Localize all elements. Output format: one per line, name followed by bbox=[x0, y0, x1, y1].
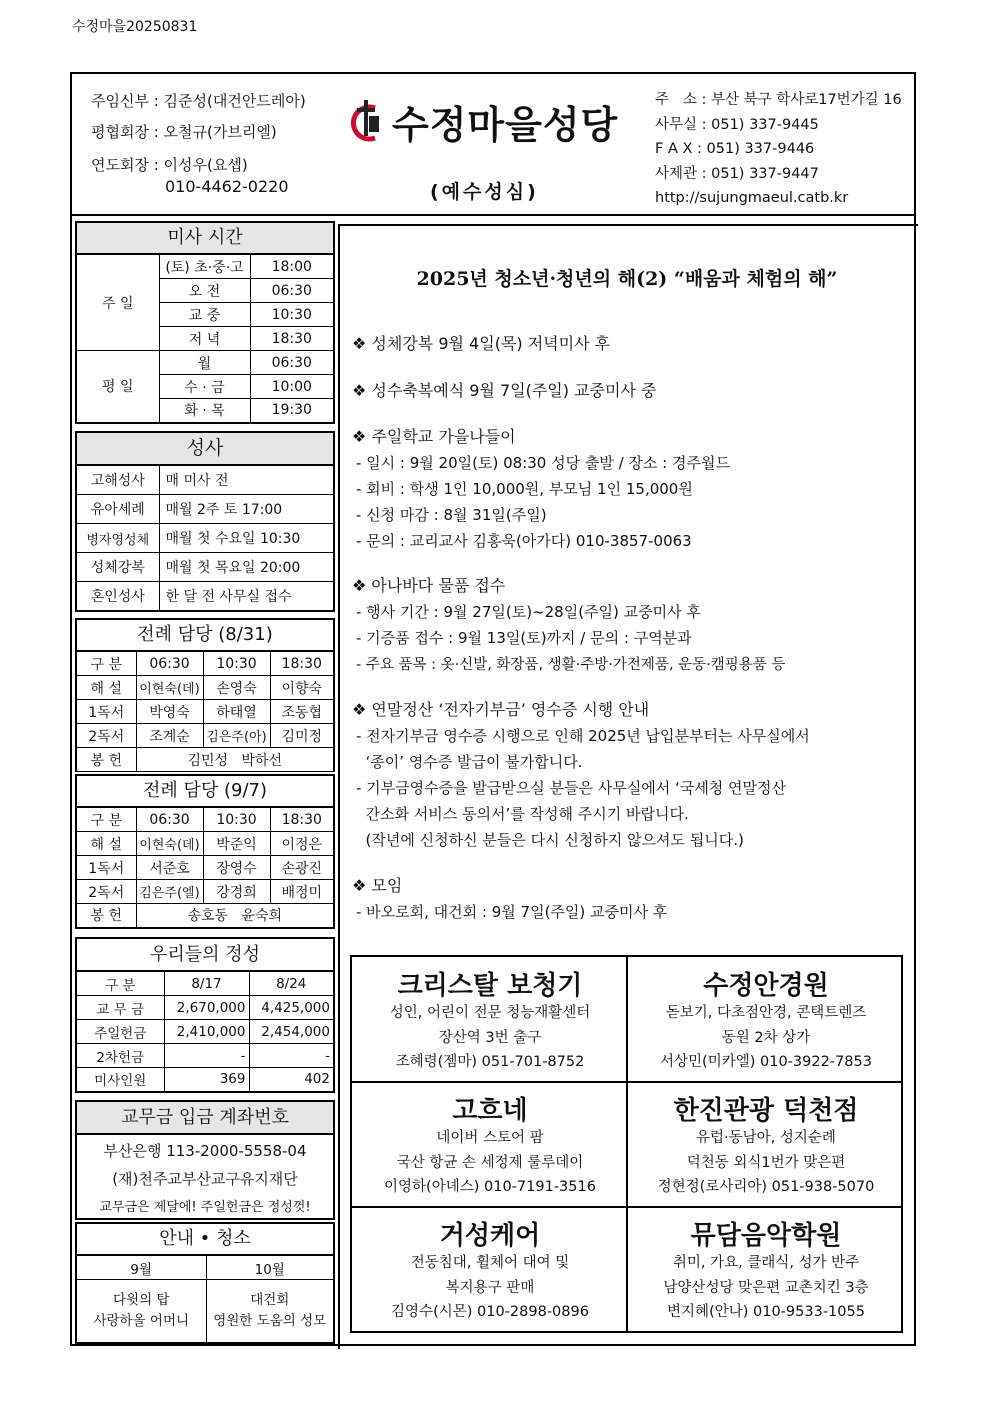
col-head: 06:30 bbox=[136, 652, 203, 676]
account-holder: (재)천주교부산교구유지재단 bbox=[112, 1170, 298, 1188]
youth-phone: 010-4462-0220 bbox=[165, 177, 289, 196]
offering-value: 4,425,000 bbox=[249, 996, 334, 1020]
col-head: 구 분 bbox=[76, 808, 136, 832]
detail-line: - 일시 : 9월 20일(토) 08:30 성당 출발 / 장소 : 경주월드 bbox=[356, 454, 730, 472]
sacrament-name: 유아세례 bbox=[76, 495, 159, 524]
detail-line: - 주요 품목 : 옷·신발, 화장품, 생활·주방·가전제품, 운동·캠핑용품 등 bbox=[356, 657, 786, 673]
account-title: 교무금 입금 계좌번호 bbox=[75, 1100, 335, 1135]
mass-name: 저 녁 bbox=[159, 327, 250, 351]
person: 손영숙 bbox=[203, 676, 270, 700]
ad-line: 네이버 스토어 팜 bbox=[436, 1130, 544, 1146]
group-name: 대건회 bbox=[250, 1291, 290, 1308]
ad-travel bbox=[628, 1082, 904, 1207]
address: 주 소 : 부산 북구 학사로17번가길 16 bbox=[655, 92, 902, 108]
ad-line: 복지용구 판매 bbox=[445, 1279, 535, 1296]
detail-line: - 회비 : 학생 1인 10,000원, 부모님 1인 15,000원 bbox=[356, 480, 693, 498]
col-head: 10:30 bbox=[203, 652, 270, 676]
detail-line: 간소화 서비스 동의서’를 작성해 주시기 바랍니다. bbox=[356, 805, 689, 823]
ad-line: 변지혜(안나) 010-9533-1055 bbox=[667, 1304, 865, 1320]
person: 손광진 bbox=[270, 856, 334, 880]
ad-line: 이영하(아녜스) 010-7191-3516 bbox=[384, 1179, 596, 1195]
offertory: 송호동 윤숙희 bbox=[136, 904, 334, 928]
col-head: 10:30 bbox=[203, 808, 270, 832]
section-holy-water: ❖ 성수축복예식 9월 7일(주일) 교중미사 중 bbox=[352, 381, 657, 400]
role: 해 설 bbox=[76, 832, 136, 856]
role: 2독서 bbox=[76, 880, 136, 904]
offering-value: - bbox=[164, 1044, 249, 1068]
ad-hearing-aid bbox=[352, 957, 628, 1082]
ad-optician bbox=[628, 957, 904, 1082]
role: 1독서 bbox=[76, 856, 136, 880]
ad-line: 취미, 가요, 클래식, 성가 반주 bbox=[672, 1255, 860, 1271]
cleaning-group-1 bbox=[76, 1280, 206, 1343]
header-contact bbox=[655, 88, 902, 211]
section-meeting: ❖ 모임 bbox=[352, 876, 403, 895]
person: 이현숙(데) bbox=[136, 676, 203, 700]
detail-line: - 기부금영수증을 발급받으실 분들은 사무실에서 ‘국세청 연말정산 bbox=[356, 779, 787, 797]
liturgy-table-1 bbox=[75, 651, 335, 772]
office-phone: 사무실 : 051) 337-9445 bbox=[655, 116, 819, 133]
account-note: 교무금은 제달에! 주일헌금은 정성껏! bbox=[99, 1200, 311, 1215]
person: 박영숙 bbox=[136, 700, 203, 724]
person: 이현숙(데) bbox=[136, 832, 203, 856]
detail-line: - 문의 : 교리교사 김홍욱(아가다) 010-3857-0063 bbox=[356, 532, 692, 550]
announcement-title: 2025년 청소년·청년의 해(2) “배움과 체험의 해” bbox=[416, 268, 838, 290]
person: 이정은 bbox=[270, 832, 334, 856]
sacrament-time: 매월 첫 수요일 10:30 bbox=[159, 524, 334, 553]
sacrament-time: 한 달 전 사무실 접수 bbox=[159, 582, 334, 611]
section-tax-receipt: ❖ 연말정산 ‘전자기부금’ 영수증 시행 안내 bbox=[352, 700, 650, 719]
mass-name: 월 bbox=[159, 351, 250, 375]
header-divider bbox=[70, 214, 916, 216]
rectory-phone: 사제관 : 051) 337-9447 bbox=[655, 165, 819, 182]
mass-name: 수 · 금 bbox=[159, 375, 250, 399]
offering-value: 402 bbox=[249, 1068, 334, 1092]
detail-line: - 바오로회, 대건회 : 9월 7일(주일) 교중미사 후 bbox=[356, 903, 668, 921]
detail-line: - 행사 기간 : 9월 27일(토)~28일(주일) 교중미사 후 bbox=[356, 603, 701, 621]
detail-line: ‘종이’ 영수증 발급이 불가합니다. bbox=[356, 753, 583, 771]
mass-times-title: 미사 시간 bbox=[75, 221, 335, 255]
sacrament-time: 매월 2주 토 17:00 bbox=[159, 495, 334, 524]
offering-type: 주일헌금 bbox=[76, 1020, 164, 1044]
person: 강경희 bbox=[203, 880, 270, 904]
mass-times-table bbox=[75, 254, 335, 424]
mass-time: 18:00 bbox=[250, 255, 334, 279]
ad-line: 유럽·동남아, 성지순례 bbox=[696, 1130, 836, 1146]
ad-line: 서상민(미카엘) 010-3922-7853 bbox=[660, 1054, 872, 1070]
sacrament-time: 매 미사 전 bbox=[159, 466, 334, 495]
role: 해 설 bbox=[76, 676, 136, 700]
detail-line: - 전자기부금 영수증 시행으로 인해 2025년 납입분부터는 사무실에서 bbox=[356, 727, 810, 745]
council-president: 평협회장 : 오철규(가브리엘) bbox=[91, 123, 277, 141]
mass-time: 06:30 bbox=[250, 351, 334, 375]
pastor: 주임신부 : 김준성(대건안드레아) bbox=[91, 92, 306, 110]
person: 배정미 bbox=[270, 880, 334, 904]
feast-name: (예수성심) bbox=[430, 181, 539, 203]
ad-name: 수정안경원 bbox=[703, 971, 829, 1001]
mass-time: 10:30 bbox=[250, 303, 334, 327]
ad-name: 크리스탈 보청기 bbox=[397, 971, 583, 1001]
sacrament-title: 성사 bbox=[75, 431, 335, 466]
ad-line: 국산 항균 손 세정제 룰루데이 bbox=[396, 1154, 584, 1171]
liturgy-title-2: 전례 담당 (9/7) bbox=[75, 774, 335, 808]
col-head: 8/17 bbox=[164, 972, 249, 996]
mass-time: 06:30 bbox=[250, 279, 334, 303]
sacrament-name: 고해성사 bbox=[76, 466, 159, 495]
ad-name: 뮤담음악학원 bbox=[690, 1221, 842, 1251]
weekday-label: 평 일 bbox=[76, 351, 159, 423]
ad-line: 돋보기, 다초점안경, 콘택트렌즈 bbox=[665, 1005, 867, 1021]
liturgy-table-2 bbox=[75, 807, 335, 929]
ad-music-academy bbox=[628, 1207, 904, 1332]
ad-gohne bbox=[352, 1082, 628, 1207]
ad-line: 성인, 어린이 전문 청능재활센터 bbox=[389, 1005, 591, 1021]
col-head: 구 분 bbox=[76, 652, 136, 676]
role: 봉 헌 bbox=[76, 904, 136, 928]
col-head: 18:30 bbox=[270, 652, 334, 676]
offering-type: 교 무 금 bbox=[76, 996, 164, 1020]
mass-name: 교 중 bbox=[159, 303, 250, 327]
ad-line: 정현정(로사리아) 051-938-5070 bbox=[657, 1179, 875, 1195]
sacrament-name: 혼인성사 bbox=[76, 582, 159, 611]
offering-value: 2,410,000 bbox=[164, 1020, 249, 1044]
mass-time: 10:00 bbox=[250, 375, 334, 399]
website-link[interactable]: http://sujungmaeul.catb.kr bbox=[655, 190, 849, 206]
month: 9월 bbox=[76, 1256, 206, 1280]
mass-name: 오 전 bbox=[159, 279, 250, 303]
ad-line: 전동침대, 휠체어 대여 및 bbox=[410, 1255, 570, 1271]
offering-title: 우리들의 정성 bbox=[75, 937, 335, 972]
church-name: 수정마을성당 bbox=[392, 103, 619, 147]
ad-care bbox=[352, 1207, 628, 1332]
role: 1독서 bbox=[76, 700, 136, 724]
offering-value: 369 bbox=[164, 1068, 249, 1092]
sacrament-name: 병자영성체 bbox=[76, 524, 159, 553]
offering-value: 2,454,000 bbox=[249, 1020, 334, 1044]
document-id: 수정마을20250831 bbox=[72, 19, 198, 35]
cleaning-group-2 bbox=[206, 1280, 334, 1343]
section-anabada: ❖ 아나바다 물품 접수 bbox=[352, 576, 506, 595]
detail-line: - 기증품 접수 : 9월 13일(토)까지 / 문의 : 구역분과 bbox=[356, 629, 692, 647]
role: 2독서 bbox=[76, 724, 136, 748]
person: 조계순 bbox=[136, 724, 203, 748]
person: 조동협 bbox=[270, 700, 334, 724]
ad-line: 동원 2차 상가 bbox=[721, 1029, 811, 1046]
offering-value: 2,670,000 bbox=[164, 996, 249, 1020]
ad-name: 거성케어 bbox=[439, 1221, 541, 1251]
sunday-label: 주 일 bbox=[76, 255, 159, 351]
fax: F A X : 051) 337-9446 bbox=[655, 141, 815, 157]
person: 이향숙 bbox=[270, 676, 334, 700]
mass-name: (토) 초·중·고 bbox=[159, 255, 250, 279]
liturgy-title-1: 전례 담당 (8/31) bbox=[75, 618, 335, 652]
col-head: 구 분 bbox=[76, 972, 164, 996]
person: 김미정 bbox=[270, 724, 334, 748]
ads-grid bbox=[350, 955, 903, 1333]
offering-type: 2차헌금 bbox=[76, 1044, 164, 1068]
person: 김은주(엘) bbox=[136, 880, 203, 904]
section-benediction: ❖ 성체강복 9월 4일(목) 저녁미사 후 bbox=[352, 334, 611, 353]
offering-value: - bbox=[249, 1044, 334, 1068]
person: 하태열 bbox=[203, 700, 270, 724]
ad-name: 한진관광 덕천점 bbox=[673, 1096, 859, 1126]
person: 김은주(아) bbox=[203, 724, 270, 748]
sacrament-name: 성체강복 bbox=[76, 553, 159, 582]
col-head: 8/24 bbox=[249, 972, 334, 996]
offertory: 김민성 박하선 bbox=[136, 748, 334, 772]
ad-line: 조혜령(젬마) 051-701-8752 bbox=[395, 1054, 585, 1070]
ad-line: 남양산성당 맞은편 교촌치킨 3층 bbox=[663, 1279, 869, 1296]
col-head: 06:30 bbox=[136, 808, 203, 832]
mass-time: 18:30 bbox=[250, 327, 334, 351]
offering-type: 미사인원 bbox=[76, 1068, 164, 1092]
section-school-outing: ❖ 주일학교 가을나들이 bbox=[352, 427, 516, 446]
offering-table bbox=[75, 971, 335, 1093]
col-head: 18:30 bbox=[270, 808, 334, 832]
youth-president: 연도회장 : 이성우(요셉) bbox=[91, 156, 248, 174]
sacrament-table bbox=[75, 465, 335, 612]
ad-line: 장산역 3번 출구 bbox=[438, 1029, 542, 1046]
mass-time: 19:30 bbox=[250, 399, 334, 423]
person: 장영수 bbox=[203, 856, 270, 880]
person: 박준익 bbox=[203, 832, 270, 856]
ad-line: 덕천동 외식1번가 맞은편 bbox=[686, 1154, 846, 1171]
cleaning-table bbox=[75, 1255, 335, 1344]
detail-line: (작년에 신청하신 분들은 다시 신청하지 않으셔도 됩니다.) bbox=[356, 831, 744, 849]
month: 10월 bbox=[206, 1256, 334, 1280]
group-name: 사랑하올 어머니 bbox=[93, 1312, 190, 1329]
church-logo-icon bbox=[345, 94, 389, 148]
ad-line: 김영수(시몬) 010-2898-0896 bbox=[391, 1304, 589, 1320]
cleaning-title: 안내 • 청소 bbox=[75, 1222, 335, 1256]
sacrament-time: 매월 첫 목요일 20:00 bbox=[159, 553, 334, 582]
role: 봉 헌 bbox=[76, 748, 136, 772]
group-name: 영원한 도움의 성모 bbox=[213, 1312, 327, 1329]
group-name: 다윗의 탑 bbox=[113, 1291, 170, 1308]
detail-line: - 신청 마감 : 8월 31일(주일) bbox=[356, 506, 547, 524]
person: 서준호 bbox=[136, 856, 203, 880]
account-box bbox=[75, 1134, 335, 1220]
bank-account: 부산은행 113-2000-5558-04 bbox=[103, 1142, 307, 1160]
mass-name: 화 · 목 bbox=[159, 399, 250, 423]
ad-name: 고흐네 bbox=[452, 1096, 528, 1126]
